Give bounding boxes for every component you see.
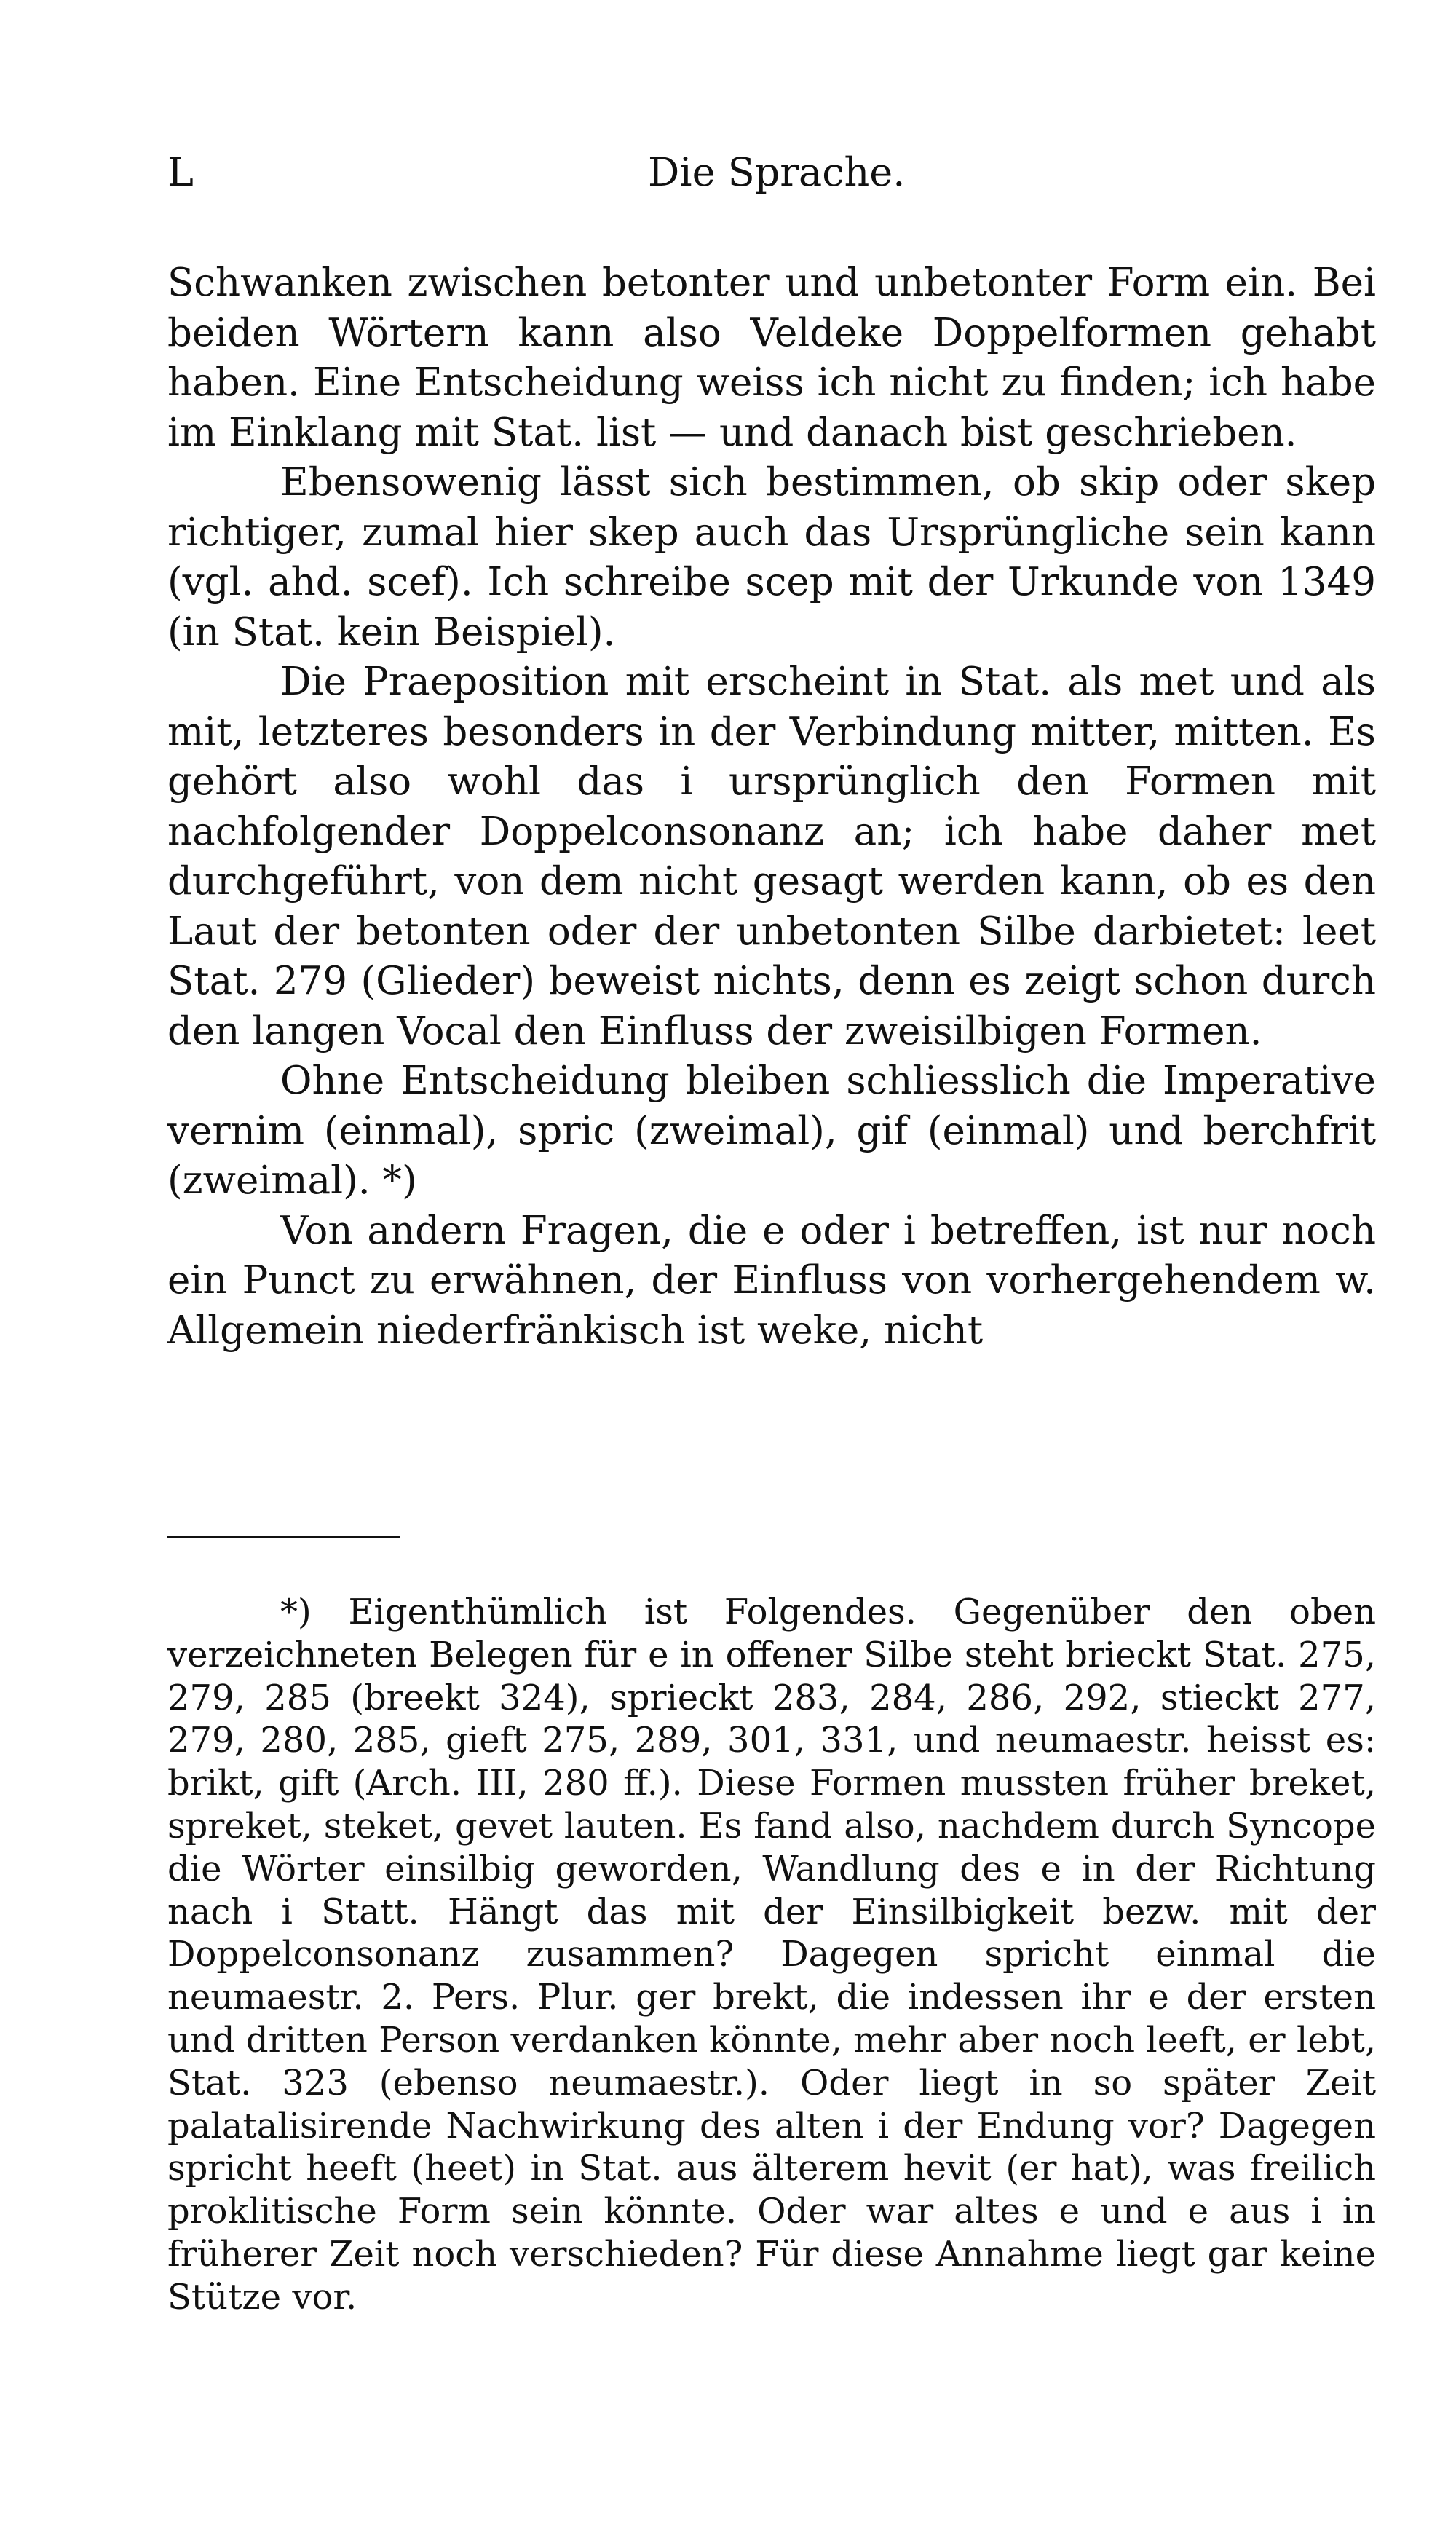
paragraph: Von andern Fragen, die e oder i betreffen, ist nur noch ein Punct zu erwähnen, der Einfluss von vorhergehendem w. Allgemein niederfränkisch ist weke, nicht <box>167 1208 1376 1353</box>
footnote-text: *) Eigenthümlich ist Folgendes. Gegenüber den oben verzeichneten Belegen für e in offener Silbe steht brieckt Stat. 275, 279, 285 (breekt 324), sprieckt 283, 284, 286, 292, stieckt 277, 279, 280, 285, gieft 275, 289, 301, 331, und neumaestr. heisst es: brikt, gift (Arch. III, 280 ff.). Diese Formen mussten früher breket, spreket, steket, gevet lauten. Es fand also, nachdem durch Syncope die Wörter einsilbig geworden, Wandlung des e in der Richtung nach i Statt. Hängt das mit der Einsilbigkeit bezw. mit der Doppelconsonanz zusammen? Dagegen spricht einmal die neumaestr. 2. Pers. Plur. ger brekt, die indessen ihr e der ersten und dritten Person verdanken könnte, mehr aber noch leeft, er lebt, Stat. 323 (ebenso neumaestr.). Oder liegt in so später Zeit palatalisirende Nachwirkung des alten i der Endung vor? Dagegen spricht heeft (heet) in Stat. aus älterem hevit (er hat), was freilich proklitische Form sein könnte. Oder war altes e und e aus i in früherer Zeit noch verschieden? Für diese Annahme liegt gar keine Stütze vor. <box>167 1592 1376 2318</box>
main-text <box>167 258 1376 1356</box>
running-title: Die Sprache. <box>648 149 906 195</box>
paragraph: Schwanken zwischen betonter und unbetonter Form ein. Bei beiden Wörtern kann also Veldeke Doppelformen gehabt haben. Eine Entscheidung weiss ich nicht zu finden; ich habe im Einklang mit Stat. list — und danach bist geschrieben. <box>167 261 1376 455</box>
paragraph: Die Praeposition mit erscheint in Stat. als met und als mit, letzteres besonders in der Verbindung mitter, mitten. Es gehört also wohl das i ursprünglich den Formen mit nachfolgender Doppelconsonanz an; ich habe daher met durchgeführt, von dem nicht gesagt werden kann, ob es den Laut der betonten oder der unbetonten Silbe darbietet: leet Stat. 279 (Glieder) beweist nichts, denn es zeigt schon durch den langen Vocal den Einfluss der zweisilbigen Formen. <box>167 660 1376 1054</box>
paragraph: Ohne Entscheidung bleiben schliesslich die Imperative vernim (einmal), spric (zweimal), gif (einmal) und berchfrit (zweimal). *) <box>167 1059 1376 1203</box>
page-header <box>167 149 1376 208</box>
footnote-separator <box>167 1536 400 1538</box>
paragraph: Ebensowenig lässt sich bestimmen, ob skip oder skep richtiger, zumal hier skep auch das Ursprüngliche sein kann (vgl. ahd. scef). Ich schreibe scep mit der Urkunde von 1349 (in Stat. kein Beispiel). <box>167 460 1376 655</box>
page-number: L <box>167 149 194 195</box>
footnote <box>167 1591 1376 2319</box>
